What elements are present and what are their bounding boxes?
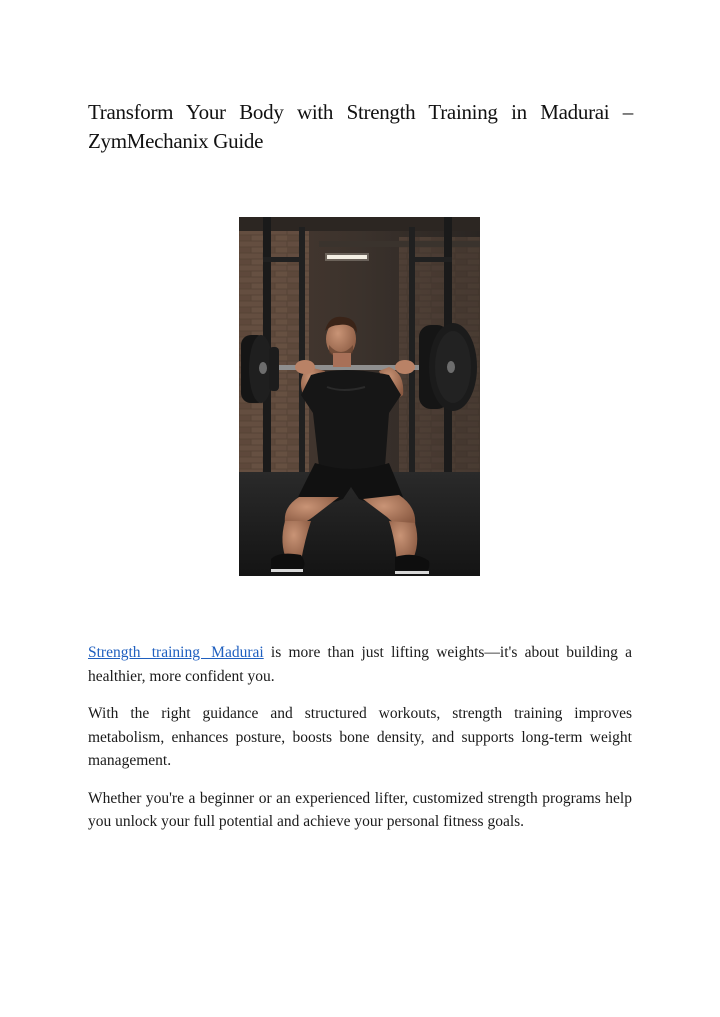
paragraph-benefits: With the right guidance and structured workouts, strength training improves metabolism, enhances posture, boosts bone density, and supports long-term weight management. [88,705,632,769]
paragraph-programs: Whether you're a beginner or an experienced lifter, customized strength programs help you unlock your full potential and achieve your personal fitness goals. [88,789,632,830]
strength-training-madurai-link[interactable]: Strength training Madurai [88,644,264,661]
paragraph-intro-text: is more than just lifting weights—it's about building a healthier, more confident you. [88,644,633,685]
article-body [88,641,632,848]
hero-image [239,217,480,576]
barbell-squat-photo-icon [239,217,480,576]
paragraph-intro [88,641,632,688]
page-title: Transform Your Body with Strength Training in Madurai – ZymMechanix Guide [88,100,633,153]
